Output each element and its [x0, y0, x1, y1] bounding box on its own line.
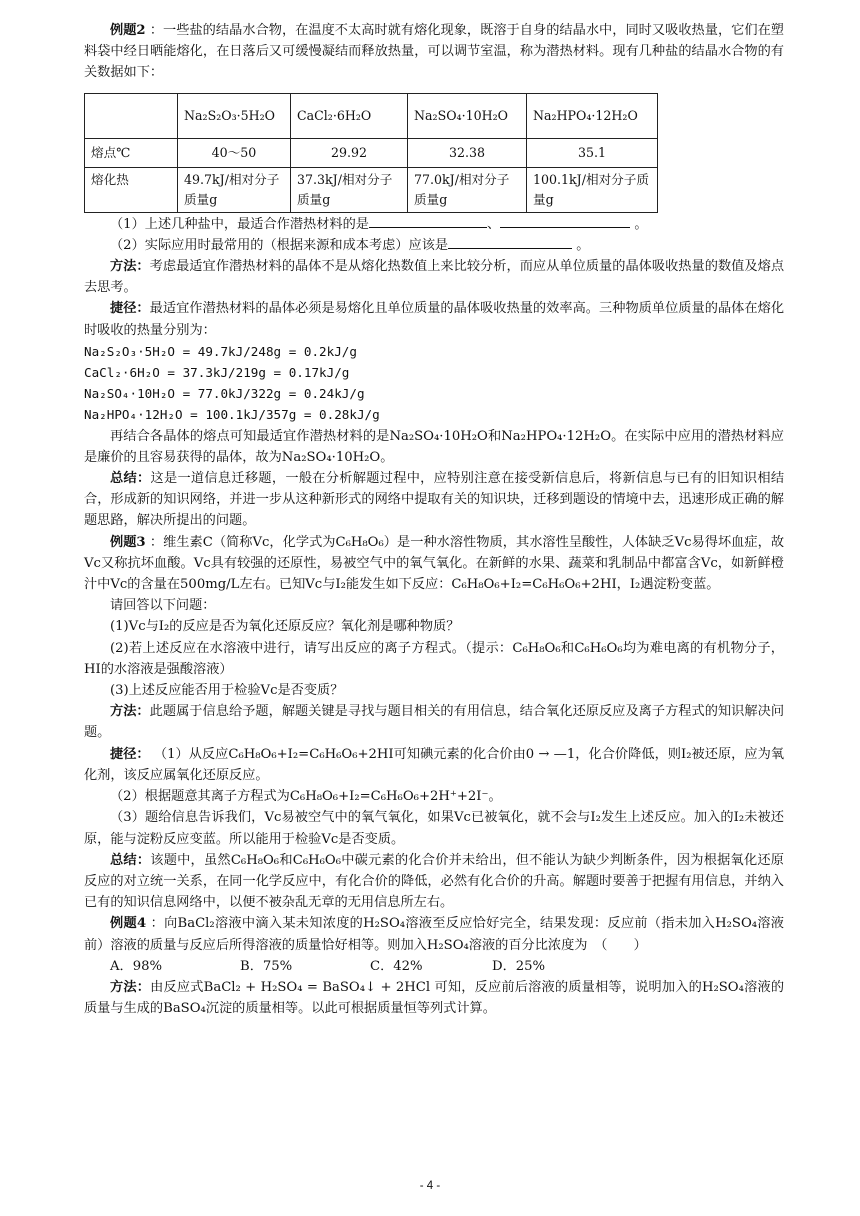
hydrate-data-table [84, 93, 658, 213]
table-header-row [85, 93, 658, 138]
option-c[interactable]: C．42% [370, 958, 423, 974]
example-3-label: 例题3 [110, 534, 146, 550]
table-cell: 49.7kJ/相对分子质量g [178, 167, 291, 212]
answer-blank[interactable] [448, 235, 572, 249]
example-2-question-1: （1）上述几种盐中，最适合作潜热材料的是 、 。 [84, 214, 784, 235]
table-cell: 29.92 [291, 138, 408, 167]
calc-line: Na₂HPO₄·12H₂O = 100.1kJ/357g = 0.28kJ/g [84, 407, 380, 423]
answer-blank[interactable] [500, 214, 630, 228]
table-row-heat-of-fusion [85, 167, 658, 212]
table-cell: 37.3kJ/相对分子质量g [291, 167, 408, 212]
example-3-question-2: (2)若上述反应在水溶液中进行，请写出反应的离子方程式。（提示：C₆H₈O₆和C₆H₆O₆均为难电离的有机物分子，HI的水溶液是强酸溶液） [84, 640, 784, 677]
example-3-ask: 请回答以下问题： [110, 598, 216, 614]
example-2-intro: 例题2 ：一些盐的结晶水合物，在温度不太高时就有熔化现象，既溶于自身的结晶水中，同时又吸收热量，它们在塑料袋中经日晒能熔化，在日落后又可缓慢凝结而释放热量，可以调节室温，称为潜热材料。现有几种盐的结晶水合物的有关数据如下： [84, 23, 784, 81]
table-header-cell: Na₂S₂O₃·5H₂O [178, 93, 291, 138]
table-cell: 32.38 [408, 138, 527, 167]
table-header-cell: Na₂SO₄·10H₂O [408, 93, 527, 138]
table-cell: 40～50 [178, 138, 291, 167]
table-cell: 100.1kJ/相对分子质量g [527, 167, 658, 212]
table-header-cell [85, 93, 178, 138]
example-3-shortcut-3: （3）题给信息告诉我们，Vc易被空气中的氧气氧化，如果Vc已被氧化，就不会与I₂发生上述反应。加入的I₂未被还原，能与淀粉反应变蓝。所以能用于检验Vc是否变质。 [84, 810, 784, 847]
example-2-summary: 总结：这是一道信息迁移题，一般在分析解题过程中，应特别注意在接受新信息后，将新信息与已有的旧知识相结合，形成新的知识网络，并进一步从这种新形式的网络中提取有关的知识块，迁移到题设的情境中去，迅速形成正确的解题思路，解决所提出的问题。 [84, 471, 785, 529]
table-header-cell: Na₂HPO₄·12H₂O [527, 93, 658, 138]
example-3-shortcut-1: 捷径： （1）从反应C₆H₈O₆+I₂=C₆H₆O₆+2HI可知碘元素的化合价由0 → —1，化合价降低，则I₂被还原，应为氧化剂，该反应属氧化还原反应。 [84, 746, 785, 783]
example-4-intro: 例题4 ：向BaCl₂溶液中滴入某未知浓度的H₂SO₄溶液至反应恰好完全，结果发现：反应前（指未加入H₂SO₄溶液前）溶液的质量与反应后所得溶液的质量恰好相等。则加入H₂SO₄溶液的百分比浓度为 （ ） [84, 916, 784, 953]
document-page [84, 20, 784, 1019]
example-2-question-2: （2）实际应用时最常用的（根据来源和成本考虑）应该是 。 [84, 235, 784, 256]
example-2-method: 方法：考虑最适宜作潜热材料的晶体不是从熔化热数值上来比较分析，而应从单位质量的晶体吸收热量的数值及熔点去思考。 [84, 259, 785, 296]
example-3-summary: 总结：该题中，虽然C₆H₈O₆和C₆H₆O₆中碳元素的化合价并未给出，但不能认为缺少判断条件，因为根据氧化还原反应的对立统一关系，在同一化学反应中，有化合价的降低，必然有化合价的升高。解题时要善于把握有用信息，并纳入已有的知识信息网络中，以便不被杂乱无章的无用信息所左右。 [84, 852, 784, 911]
example-4-options [84, 956, 784, 977]
calc-line: Na₂S₂O₃·5H₂O = 49.7kJ/248g = 0.2kJ/g [84, 343, 357, 359]
example-3-intro: 例题3 ：维生素C（简称Vc，化学式为C₆H₈O₆）是一种水溶性物质，其水溶性呈酸性，人体缺乏Vc易得坏血症，故Vc又称抗坏血酸。Vc具有较强的还原性，易被空气中的氧气氧化。在新鲜的水果、蔬菜和乳制品中都富含Vc，如新鲜橙汁中Vc的含量在500mg/L左右。已知Vc与I₂能发生如下反应：C₆H₈O₆+I₂=C₆H₆O₆+2HI，I₂遇淀粉变蓝。 [84, 534, 785, 593]
option-a[interactable]: A．98% [110, 958, 163, 974]
example-3-method: 方法：此题属于信息给予题，解题关键是寻找与题目相关的有用信息，结合氧化还原反应及离子方程式的知识解决问题。 [84, 704, 785, 741]
example-3-shortcut-2: （2）根据题意其离子方程式为C₆H₈O₆+I₂=C₆H₆O₆+2H⁺+2I⁻。 [110, 789, 502, 805]
table-cell: 熔点℃ [85, 138, 178, 167]
table-cell: 35.1 [527, 138, 658, 167]
example-2-conclusion: 再结合各晶体的熔点可知最适宜作潜热材料的是Na₂SO₄·10H₂O和Na₂HPO₄·12H₂O。在实际中应用的潜热材料应是廉价的且容易获得的晶体，故为Na₂SO₄·10H₂O。 [84, 428, 784, 465]
answer-blank[interactable] [369, 214, 487, 228]
calc-line: Na₂SO₄·10H₂O = 77.0kJ/322g = 0.24kJ/g [84, 386, 365, 402]
table-cell: 熔化热 [85, 167, 178, 212]
option-d[interactable]: D．25% [492, 958, 546, 974]
example-3-question-1: (1)Vc与I₂的反应是否为氧化还原反应？氧化剂是哪种物质？ [110, 619, 460, 635]
page-number: - 4 - [419, 1180, 441, 1192]
example-4-method: 方法：由反应式BaCl₂ + H₂SO₄ = BaSO₄↓ + 2HCl 可知，反应前后溶液的质量相等，说明加入的H₂SO₄溶液的质量与生成的BaSO₄沉淀的质量相等。以此可根据质量恒等列式计算。 [84, 979, 785, 1017]
example-3-question-3: (3)上述反应能否用于检验Vc是否变质？ [110, 683, 344, 699]
option-b[interactable]: B．75% [240, 958, 293, 974]
example-2-label: 例题2 [110, 23, 146, 38]
table-row-melting-point [85, 138, 658, 167]
example-4-label: 例题4 [110, 916, 147, 932]
example-2-shortcut: 捷径：最适宜作潜热材料的晶体必须是易熔化且单位质量的晶体吸收热量的效率高。三种物质单位质量的晶体在熔化时吸收的热量分别为： [84, 301, 785, 338]
calc-line: CaCl₂·6H₂O = 37.3kJ/219g = 0.17kJ/g [84, 365, 350, 381]
table-header-cell: CaCl₂·6H₂O [291, 93, 408, 138]
table-cell: 77.0kJ/相对分子质量g [408, 167, 527, 212]
